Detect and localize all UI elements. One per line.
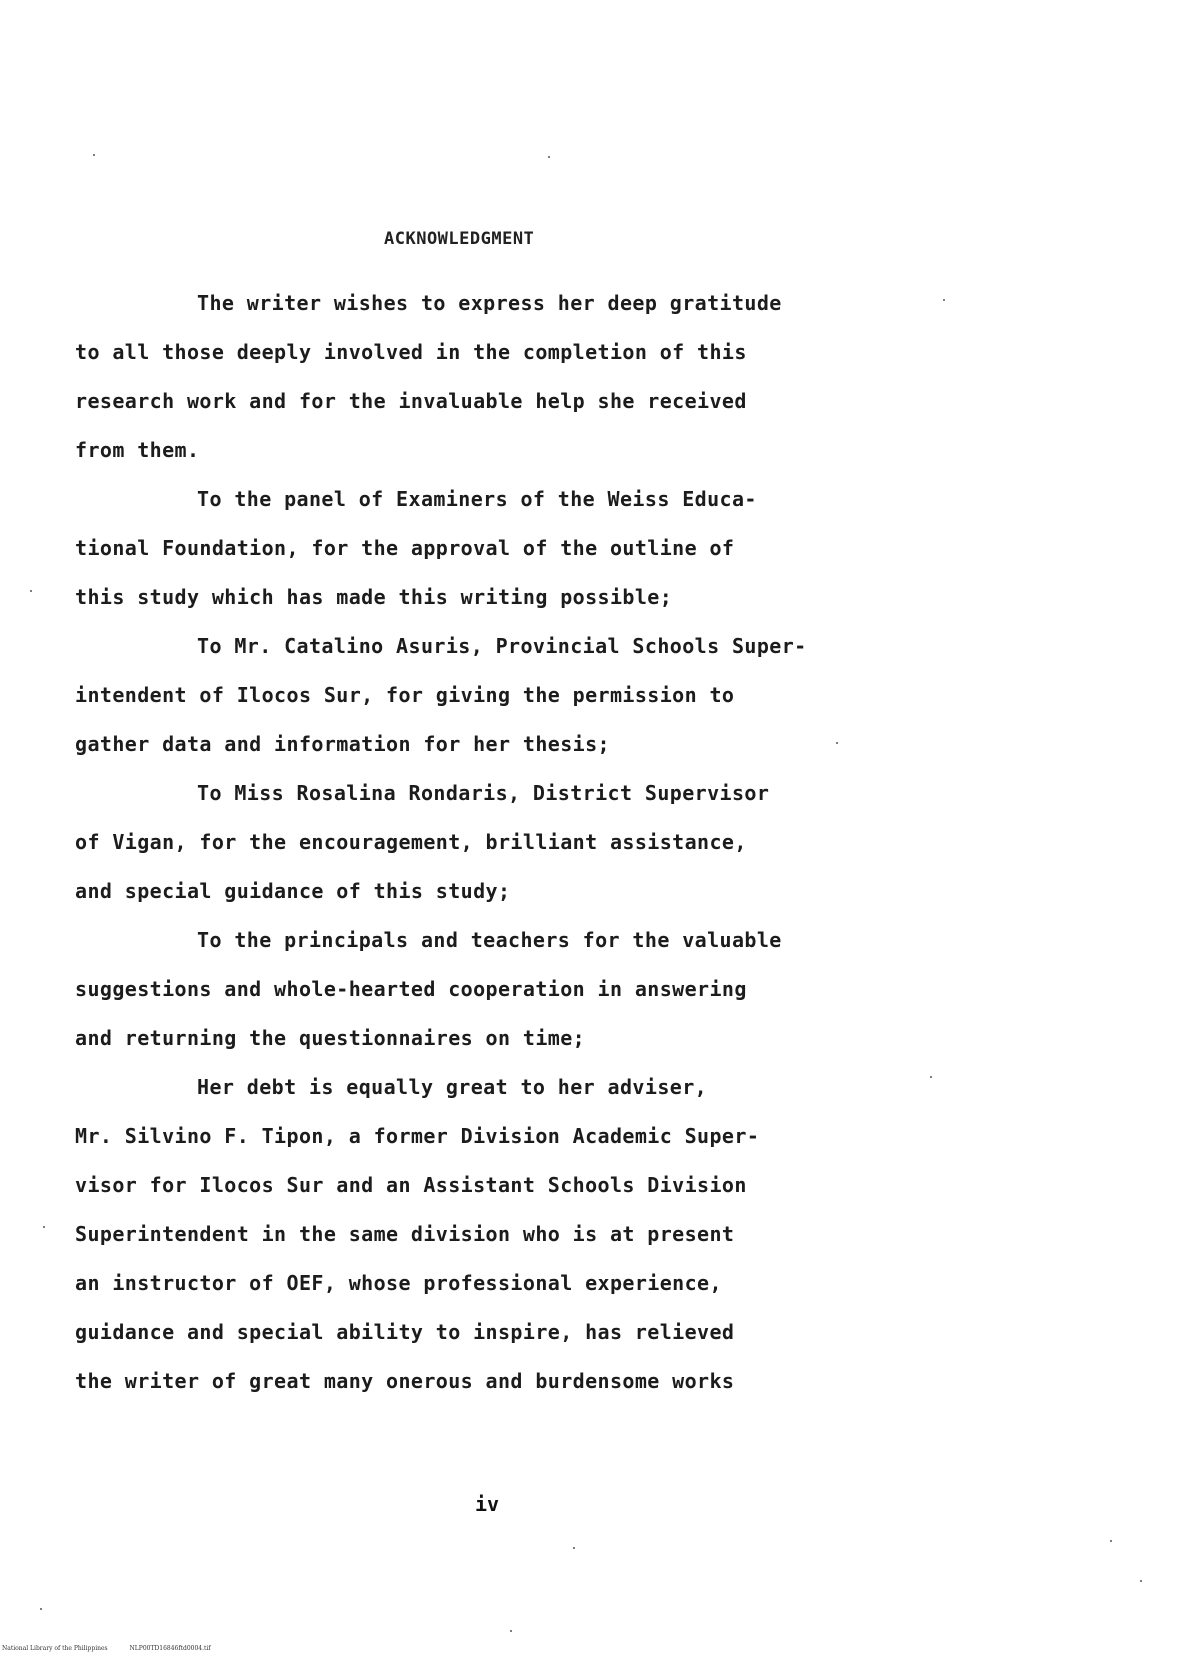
paragraph-line: gather data and information for her thesis;	[75, 732, 610, 756]
scan-speck	[548, 156, 550, 158]
paragraph-line: To Mr. Catalino Asuris, Provincial Schools Super-	[197, 634, 807, 658]
scan-speck	[43, 1226, 45, 1228]
paragraph-line: this study which has made this writing possible;	[75, 585, 673, 609]
scan-speck	[573, 1547, 575, 1549]
scan-speck	[930, 1076, 932, 1078]
scan-footer	[2, 1645, 231, 1652]
paragraph-line: To the panel of Examiners of the Weiss Educa-	[197, 487, 757, 511]
paragraph-line: tional Foundation, for the approval of the outline of	[75, 536, 735, 560]
footer-library: National Library of the Philippines	[2, 1645, 108, 1652]
page-number: iv	[475, 1492, 500, 1516]
scan-speck	[1140, 1580, 1142, 1582]
footer-file: NLP00TD16846ftd0004.tif	[129, 1645, 211, 1652]
scan-speck	[943, 299, 945, 301]
paragraph-line: visor for Ilocos Sur and an Assistant Schools Division	[75, 1173, 747, 1197]
scan-speck	[93, 154, 95, 156]
scan-speck	[1110, 1540, 1112, 1542]
paragraph-line: To the principals and teachers for the valuable	[197, 928, 782, 952]
paragraph-line: an instructor of OEF, whose professional experience,	[75, 1271, 722, 1295]
scan-speck	[836, 742, 838, 744]
paragraph-line: suggestions and whole-hearted cooperation in answering	[75, 977, 747, 1001]
paragraph-line: Superintendent in the same division who is at present	[75, 1222, 735, 1246]
scan-speck	[40, 1608, 42, 1610]
scan-speck	[30, 590, 32, 592]
paragraph-line: and returning the questionnaires on time;	[75, 1026, 586, 1050]
paragraph-line: of Vigan, for the encouragement, brilliant assistance,	[75, 830, 747, 854]
paragraph-line: and special guidance of this study;	[75, 879, 511, 903]
paragraph-line: research work and for the invaluable help she received	[75, 389, 747, 413]
paragraph-line: intendent of Ilocos Sur, for giving the permission to	[75, 683, 735, 707]
paragraph-line: Mr. Silvino F. Tipon, a former Division Academic Super-	[75, 1124, 760, 1148]
paragraph-line: the writer of great many onerous and burdensome works	[75, 1369, 735, 1393]
heading: ACKNOWLEDGMENT	[384, 229, 535, 249]
paragraph-line: guidance and special ability to inspire, has relieved	[75, 1320, 735, 1344]
paragraph-line: Her debt is equally great to her adviser,	[197, 1075, 708, 1099]
paragraph-line: To Miss Rosalina Rondaris, District Supervisor	[197, 781, 770, 805]
paragraph-line: from them.	[75, 438, 200, 462]
scan-speck	[510, 1630, 512, 1632]
paragraph-line: to all those deeply involved in the completion of this	[75, 340, 747, 364]
paragraph-line: The writer wishes to express her deep gratitude	[197, 291, 782, 315]
